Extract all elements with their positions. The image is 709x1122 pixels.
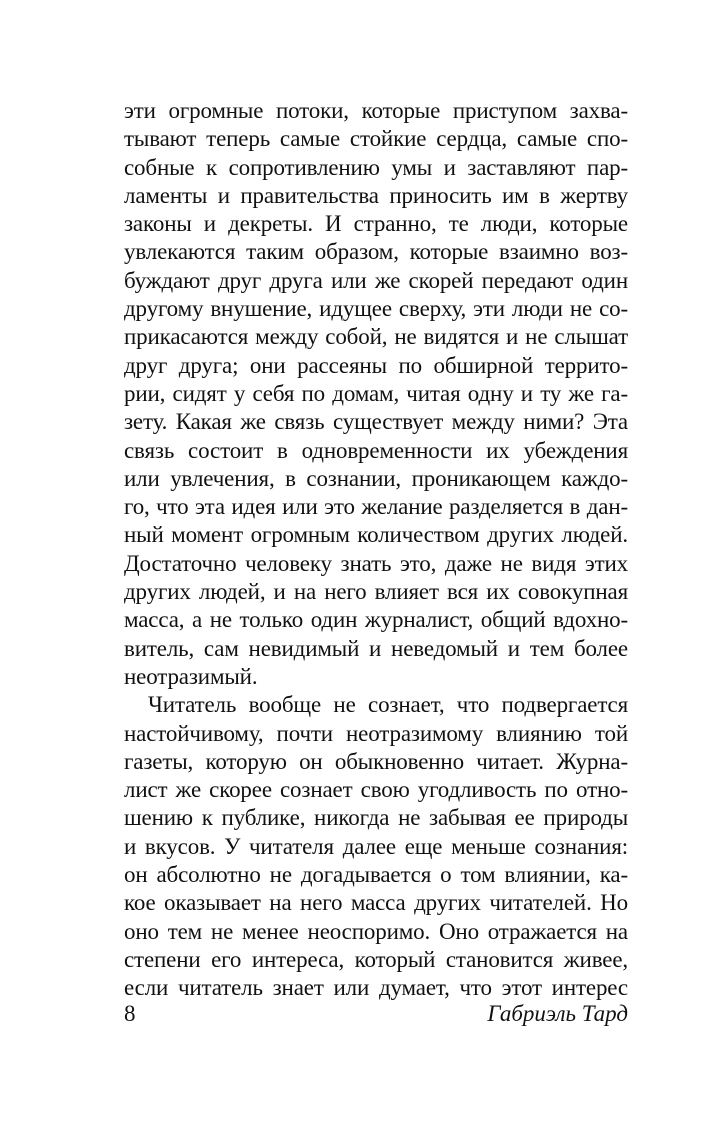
- text-line: газеты, которую он обыкновенно читает. Журна-: [124, 748, 628, 774]
- running-title: Габриэль Тард: [487, 1001, 628, 1026]
- text-line: го, что эта идея или это желание разделяется в дан-: [124, 494, 628, 520]
- text-line: масса, а не только один журналист, общий вдохно-: [124, 607, 628, 633]
- text-line: других людей, и на него влияет вся их совокупная: [124, 579, 628, 605]
- text-line: лист же скорее сознает свою угодливость по отно-: [124, 777, 628, 803]
- text-line: зету. Какая же связь существует между ними? Эта: [124, 409, 628, 435]
- text-line: настойчивому, почти неотразимому влиянию той: [124, 720, 628, 746]
- text-line: увлекаются таким образом, которые взаимно воз-: [124, 239, 628, 265]
- text-line: друг друга; они рассеяны по обширной террито-: [124, 352, 628, 378]
- text-line: витель, сам невидимый и неведомый и тем более: [124, 635, 628, 661]
- text-line: если читатель знает или думает, что этот интерес: [124, 975, 628, 1001]
- page-number: 8: [124, 1001, 136, 1026]
- text-line: степени его интереса, который становится живее,: [124, 946, 628, 972]
- page-footer: [124, 1000, 628, 1028]
- paragraph-1: [124, 97, 628, 691]
- body-text: [124, 97, 628, 1003]
- text-line: другому внушение, идущее сверху, эти люди не со-: [124, 296, 628, 322]
- text-line: собные к сопротивлению умы и заставляют пар-: [124, 154, 628, 180]
- text-line: ный момент огромным количеством других людей.: [124, 522, 628, 548]
- text-line: законы и декреты. И странно, те люди, которые: [124, 211, 628, 237]
- text-line: он абсолютно не догадывается о том влиянии, ка-: [124, 862, 628, 888]
- text-line: кое оказывает на него масса других читателей. Но: [124, 890, 628, 916]
- text-line: или увлечения, в сознании, проникающем каждо-: [124, 465, 628, 491]
- text-line: тывают теперь самые стойкие сердца, самые спо-: [124, 126, 628, 152]
- text-line: Читатель вообще не сознает, что подвергается: [148, 692, 628, 718]
- text-line: ламенты и правительства приносить им в жертву: [124, 182, 628, 208]
- text-line: и вкусов. У читателя далее еще меньше сознания:: [124, 833, 628, 859]
- text-line: эти огромные потоки, которые приступом захва-: [124, 98, 628, 123]
- text-line: связь состоит в одновременности их убеждения: [124, 437, 628, 463]
- text-line: буждают друг друга или же скорей передают один: [124, 267, 628, 293]
- text-line: оно тем не менее неоспоримо. Оно отражается на: [124, 918, 628, 944]
- text-line: прикасаются между собой, не видятся и не слышат: [124, 324, 628, 350]
- text-line: неотразимый.: [124, 663, 258, 689]
- text-line: рии, сидят у себя по домам, читая одну и ту же га-: [124, 380, 628, 406]
- paragraph-2: [124, 691, 628, 1002]
- text-line: Достаточно человеку знать это, даже не видя этих: [124, 550, 628, 576]
- text-line: шению к публике, никогда не забывая ее природы: [124, 805, 628, 831]
